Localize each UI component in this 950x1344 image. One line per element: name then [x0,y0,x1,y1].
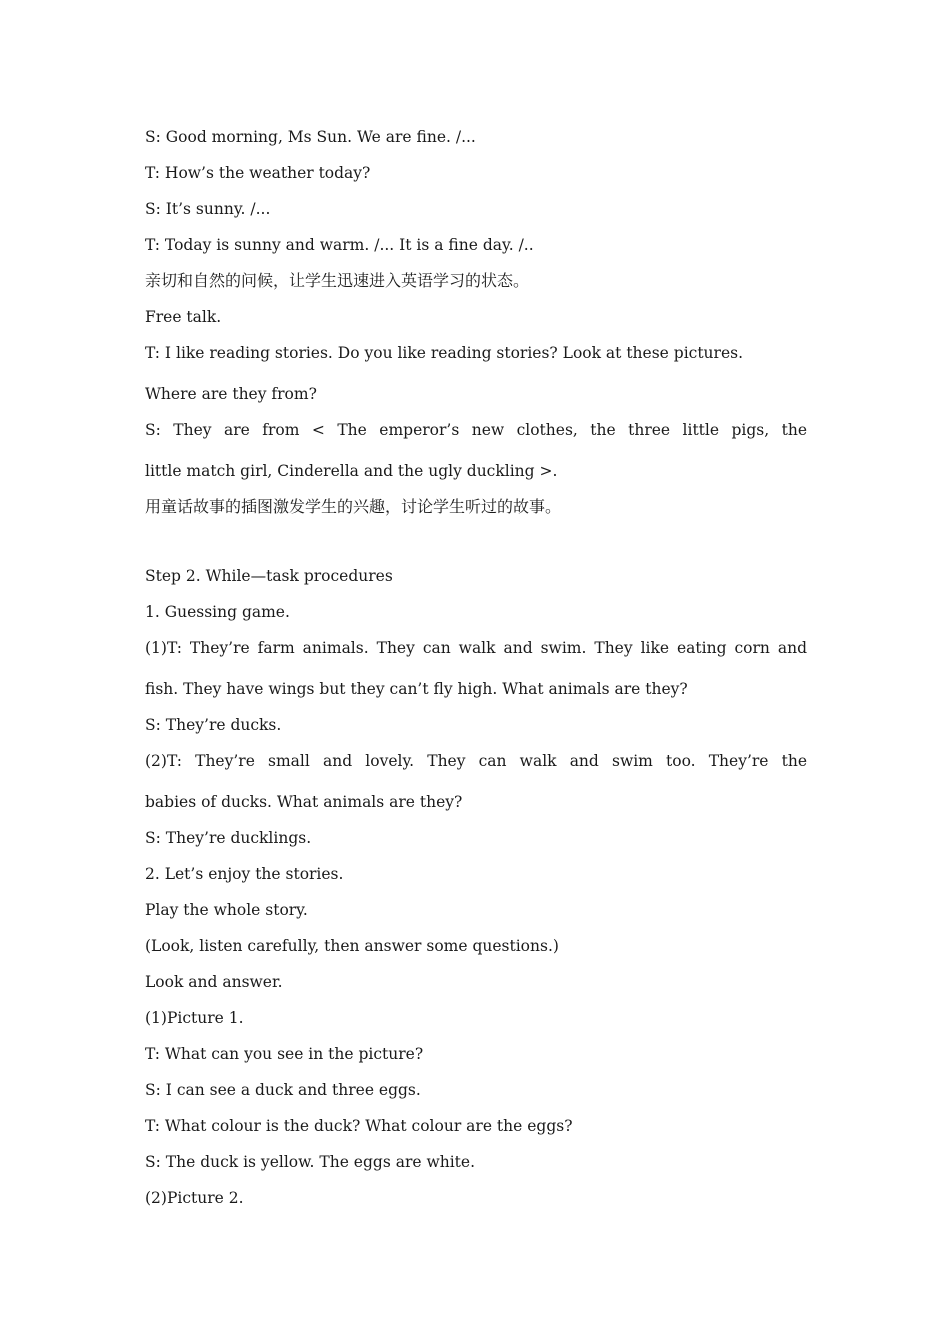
text-line: (Look, listen carefully, then answer some questions.) [145,937,559,955]
teaching-note: 亲切和自然的问候，让学生迅速进入英语学习的状态。 [145,271,530,290]
text-line: 2. Let’s enjoy the stories. [145,865,344,883]
text-line: (1)Picture 1. [145,1009,244,1027]
text-line: T: What colour is the duck? What colour are the eggs? [145,1117,573,1135]
text-line: S: They’re ducks. [145,716,282,734]
text-line: S: Good morning, Ms Sun. We are fine. /... [145,128,476,146]
text-line: (2)T: They’re small and lovely. They can walk and swim too. They’re the [145,752,807,770]
text-line: T: How’s the weather today? [145,164,371,182]
text-line: (1)T: They’re farm animals. They can walk and swim. They like eating corn and [145,639,807,657]
text-line: S: I can see a duck and three eggs. [145,1081,421,1099]
text-line: T: I like reading stories. Do you like reading stories? Look at these pictures. [145,344,744,362]
text-line: S: They are from < The emperor’s new clothes, the three little pigs, the [145,421,807,439]
text-line: S: It’s sunny. /... [145,200,271,218]
text-line: Look and answer. [145,973,283,991]
text-line: Free talk. [145,308,222,326]
text-line: Where are they from? [145,385,317,403]
text-line: S: They’re ducklings. [145,829,312,847]
text-line: T: What can you see in the picture? [145,1045,424,1063]
text-line: S: The duck is yellow. The eggs are white. [145,1153,475,1171]
teaching-note: 用童话故事的插图激发学生的兴趣，讨论学生听过的故事。 [145,497,562,516]
text-line: babies of ducks. What animals are they? [145,793,463,811]
text-line: T: Today is sunny and warm. /... It is a fine day. /.. [145,236,534,254]
text-line: (2)Picture 2. [145,1189,244,1207]
text-line: Play the whole story. [145,901,308,919]
text-line: fish. They have wings but they can’t fly high. What animals are they? [145,680,688,698]
text-line: 1. Guessing game. [145,603,290,621]
section-heading: Step 2. While—task procedures [145,567,393,585]
text-line: little match girl, Cinderella and the ugly duckling >. [145,462,558,480]
